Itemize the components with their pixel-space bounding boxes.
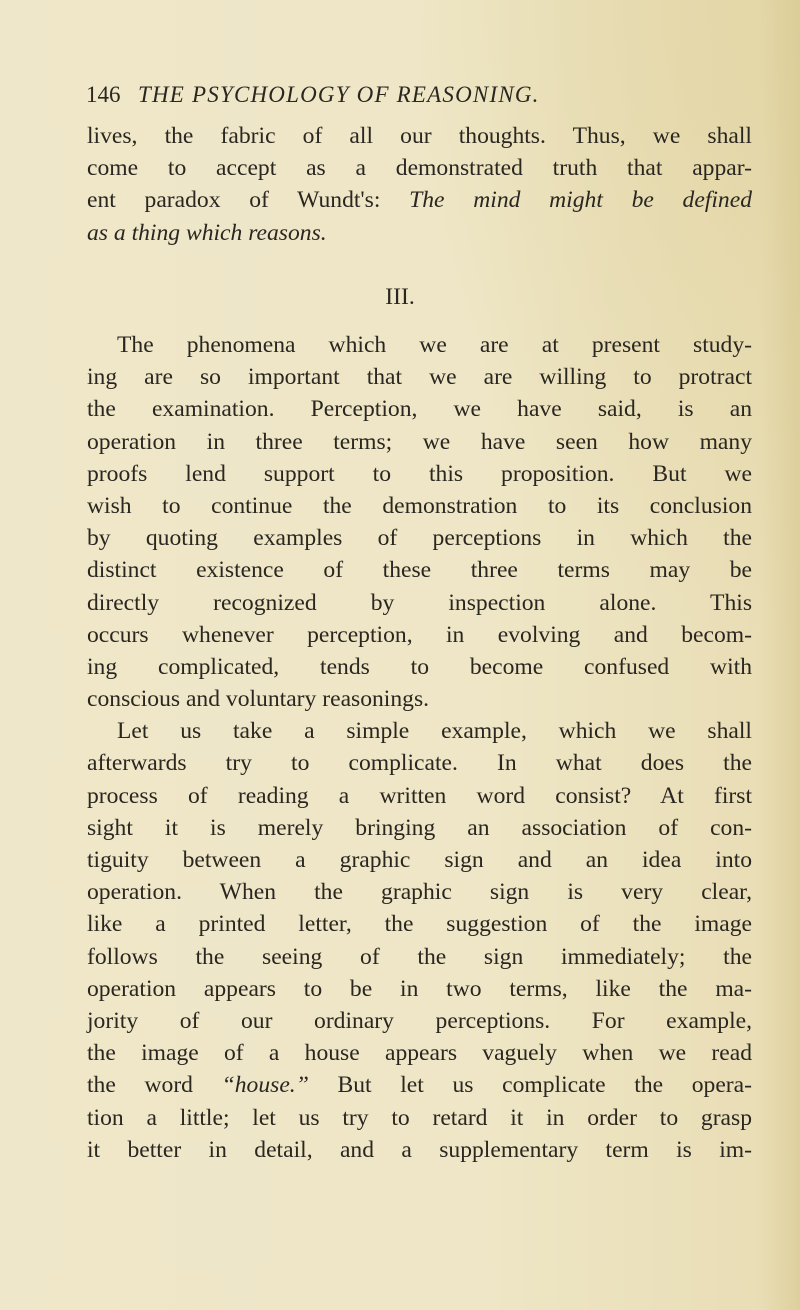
page-header bbox=[86, 78, 706, 112]
text-line: the word “house.” But let us complicate the opera- bbox=[87, 1072, 752, 1099]
italic-quote: as a thing which reasons. bbox=[87, 219, 327, 246]
text-line: like a printed letter, the suggestion of the image bbox=[87, 911, 752, 938]
text-line: the examination. Perception, we have said, is an bbox=[87, 396, 752, 423]
section-number: III. bbox=[385, 284, 415, 310]
text-line: ent paradox of Wundt's: The mind might be defined bbox=[87, 187, 752, 214]
text-line: operation. When the graphic sign is very clear, bbox=[87, 879, 752, 906]
text-line: The phenomena which we are at present study- bbox=[117, 332, 752, 358]
text-line bbox=[87, 217, 752, 249]
paragraph-2 bbox=[87, 329, 752, 1166]
text-line: ing are so important that we are willing to protract bbox=[87, 364, 752, 391]
text-line: wish to continue the demonstration to its conclusion bbox=[87, 492, 752, 519]
text-line: by quoting examples of perceptions in which the bbox=[87, 525, 752, 552]
text-line: come to accept as a demonstrated truth that appar- bbox=[87, 155, 752, 182]
text-line: the image of a house appears vaguely when we read bbox=[87, 1040, 752, 1067]
page-edge-shading bbox=[760, 0, 800, 1310]
text-line: afterwards try to complicate. In what does the bbox=[87, 750, 752, 777]
text-line: operation in three terms; we have seen how many bbox=[87, 428, 752, 455]
text-line: occurs whenever perception, in evolving and becom- bbox=[87, 621, 752, 648]
text-line: follows the seeing of the sign immediately; the bbox=[87, 943, 752, 970]
text-line: directly recognized by inspection alone. This bbox=[87, 589, 752, 616]
italic-quote: The mind might be defined bbox=[409, 187, 752, 214]
text-line: proofs lend support to this proposition. But we bbox=[87, 460, 752, 487]
text-line: jority of our ordinary perceptions. For example, bbox=[87, 1007, 752, 1034]
text-line: lives, the fabric of all our thoughts. Thus, we shall bbox=[87, 123, 752, 149]
text-line: it better in detail, and a supplementary term is im- bbox=[87, 1136, 752, 1163]
text-line: process of reading a written word consist? At first bbox=[87, 782, 752, 809]
text-line: sight it is merely bringing an association of con- bbox=[87, 814, 752, 841]
page-number: 146 bbox=[86, 82, 121, 107]
text-line: operation appears to be in two terms, like the ma- bbox=[87, 975, 752, 1002]
italic-word: “house.” bbox=[221, 1072, 309, 1099]
running-title: THE PSYCHOLOGY OF REASONING. bbox=[138, 82, 540, 107]
paragraph-1 bbox=[87, 120, 752, 249]
text-line: Let us take a simple example, which we shall bbox=[117, 718, 752, 745]
text-line: tion a little; let us try to retard it in order to grasp bbox=[87, 1104, 752, 1131]
text-line: distinct existence of these three terms may be bbox=[87, 557, 752, 584]
text-line: ing complicated, tends to become confused with bbox=[87, 653, 752, 680]
text-line: conscious and voluntary reasonings. bbox=[87, 686, 430, 713]
text-line: tiguity between a graphic sign and an idea into bbox=[87, 847, 752, 873]
